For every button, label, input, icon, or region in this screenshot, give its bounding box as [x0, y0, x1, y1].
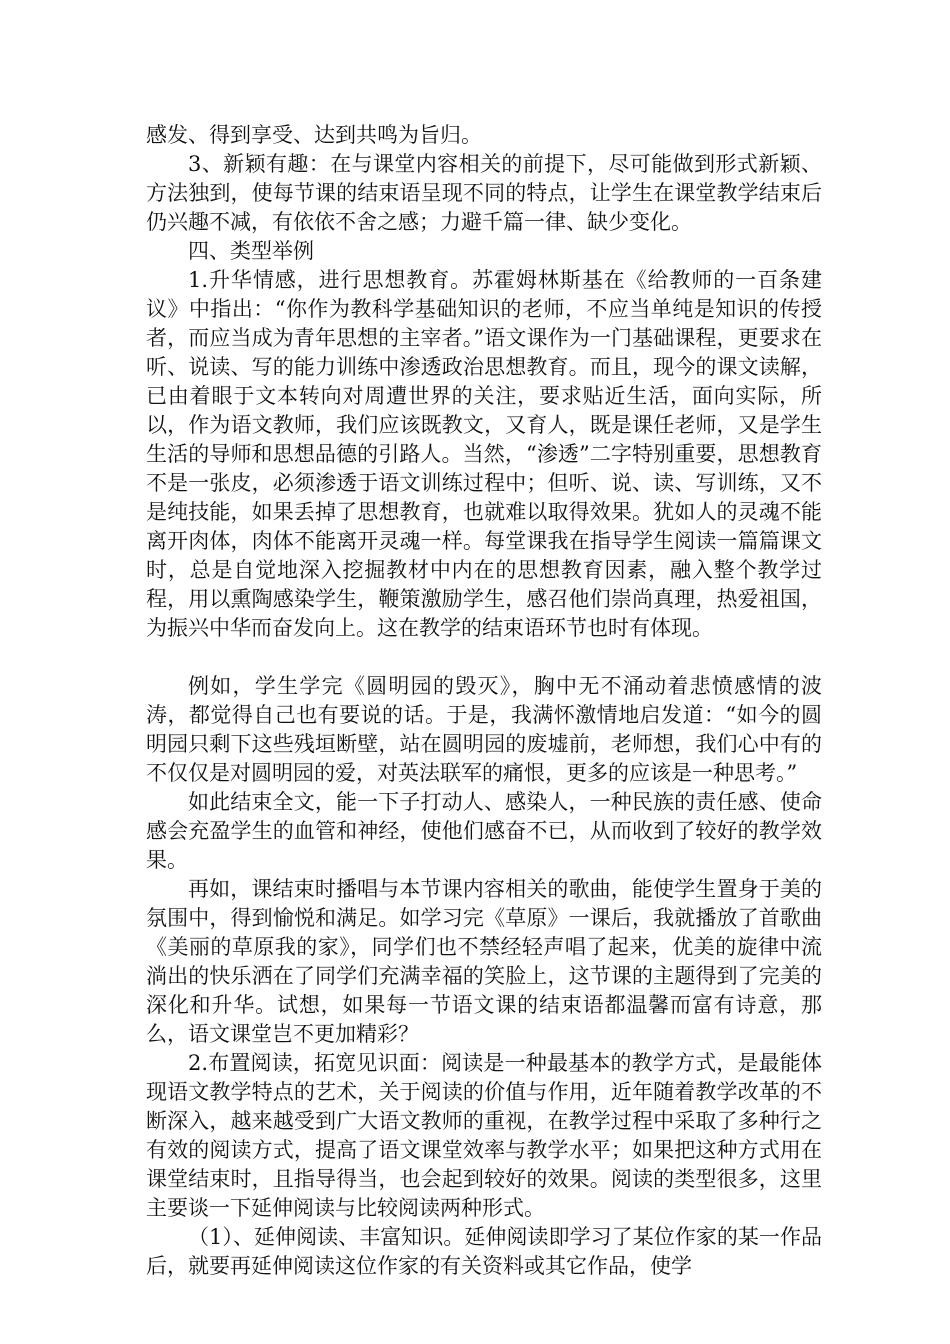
- section-heading-type-examples: 四、类型举例: [188, 239, 314, 263]
- paragraph-example-song: 再如，课结束时播唱与本节课内容相关的歌曲，能使学生置身于美的氛围中，得到愉悦和满足。如学习完《草原》一课后，我就播放了首歌曲《美丽的草原我的家》，同学们也不禁经轻声唱了起来，优美的旋律中流淌出的快乐洒在了同学们充满幸福的笑脸上，这节课的主题得到了完美的深化和升华。试想，如果每一节语文课的结束语都温馨而富有诗意，那么，语文课堂岂不更加精彩？: [146, 877, 822, 1046]
- paragraph-effect: 如此结束全文，能一下子打动人、感染人，一种民族的责任感、使命感会充盈学生的血管和神经，使他们感奋不已，从而收到了较好的教学效果。: [146, 790, 822, 872]
- paragraph-type-1: 1.升华情感，进行思想教育。苏霍姆林斯基在《给教师的一百条建议》中指出：“你作为教科学基础知识的老师，不应当单纯是知识的传授者，而应当成为青年思想的主宰者。”语文课作为一门基础课程，更要求在听、说读、写的能力训练中渗透政治思想教育。而且，现今的课文读解，已由着眼于文本转向对周遭世界的关注，要求贴近生活，面向实际，所以，作为语文教师，我们应该既教文，又育人，既是课任老师，又是学生生活的导师和思想品德的引路人。当然，“渗透”二字特别重要，思想教育不是一张皮，必须渗透于语文训练过程中；但听、说、读、写训练，又不是纯技能，如果丢掉了思想教育，也就难以取得效果。犹如人的灵魂不能离开肉体，肉体不能离开灵魂一样。每堂课我在指导学生阅读一篇篇课文时，总是自觉地深入挖掘教材中内在的思想教育因素，融入整个教学过程，用以熏陶感染学生，鞭策激励学生，感召他们崇尚真理，热爱祖国，为振兴中华而奋发向上。这在教学的结束语环节也时有体现。: [146, 268, 822, 640]
- paragraph-principle-3: 3、新颖有趣：在与课堂内容相关的前提下，尽可能做到形式新颖、方法独到，使每节课的结束语呈现不同的特点，让学生在课堂教学结束后仍兴趣不减，有依依不舍之感；力避千篇一律、缺少变化。: [146, 152, 822, 234]
- paragraph-example-yuanmingyuan: 例如，学生学完《圆明园的毁灭》，胸中无不涌动着悲愤感情的波涛，都觉得自己也有要说的话。于是，我满怀激情地启发道：“如今的圆明园只剩下这些残垣断壁，站在圆明园的废墟前，老师想，我们心中有的不仅仅是对圆明园的爱，对英法联军的痛恨，更多的应该是一种思考。”: [146, 674, 822, 785]
- paragraph-type-2: 2.布置阅读，拓宽见识面：阅读是一种最基本的教学方式，是最能体现语文教学特点的艺术，关于阅读的价值与作用，近年随着教学改革的不断深入，越来越受到广大语文教师的重视，在教学过程中采取了多种行之有效的阅读方式，提高了语文课堂效率与教学水平；如果把这种方式用在课堂结束时，且指导得当，也会起到较好的效果。阅读的类型很多，这里主要谈一下延伸阅读与比较阅读两种形式。: [146, 1051, 822, 1220]
- document-page: [146, 121, 822, 1281]
- paragraph-continuation: 感发、得到享受、达到共鸣为旨归。: [146, 123, 482, 147]
- paragraph-extended-reading: （1）、延伸阅读、丰富知识。延伸阅读即学习了某位作家的某一作品后，就要再延伸阅读这位作家的有关资料或其它作品，使学: [146, 1225, 822, 1278]
